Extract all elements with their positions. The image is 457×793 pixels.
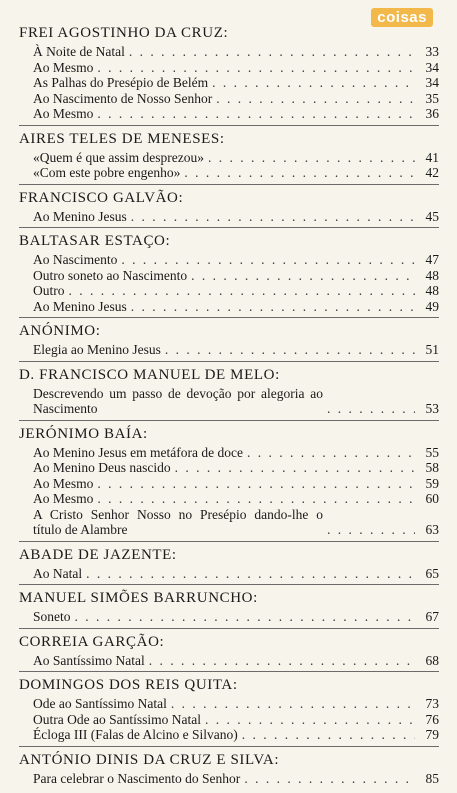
entry-title: Ao Nascimento de Nosso Senhor — [33, 90, 213, 106]
dot-leader — [216, 91, 415, 107]
dot-leader — [171, 696, 415, 712]
toc-section — [19, 546, 439, 586]
entry-title: As Palhas do Presépio de Belém — [33, 75, 209, 90]
page-number: 53 — [425, 401, 439, 416]
entry-title: Para celebrar o Nascimento do Senhor — [33, 770, 241, 786]
dot-leader — [212, 75, 415, 91]
toc-section — [19, 633, 439, 673]
dot-leader — [131, 299, 415, 315]
author-heading: DOMINGOS DOS REIS QUITA: — [19, 677, 238, 693]
entry-title: Ao Natal — [33, 565, 83, 581]
author-heading: FREI AGOSTINHO DA CRUZ: — [19, 25, 229, 41]
page-number: 48 — [425, 267, 439, 283]
page-number: 34 — [425, 75, 439, 90]
dot-leader — [131, 209, 415, 225]
page-number: 60 — [425, 491, 439, 506]
toc-entry — [19, 44, 439, 60]
entry-title: Écloga III (Falas de Alcino e Silvano) — [33, 727, 238, 742]
dot-leader — [75, 609, 415, 625]
toc-entry — [19, 727, 439, 743]
page-number: 35 — [425, 90, 439, 106]
toc-entry — [19, 106, 439, 122]
page-number: 41 — [425, 149, 439, 165]
entry-title: À Noite de Natal — [33, 44, 125, 59]
page-number: 49 — [425, 298, 439, 314]
toc-entry — [19, 150, 439, 166]
author-heading: ANÓNIMO: — [19, 323, 101, 339]
dot-leader — [208, 150, 415, 166]
dot-leader — [191, 268, 415, 284]
author-heading: FRANCISCO GALVÃO: — [19, 189, 184, 206]
entry-title: Ao Mesmo — [33, 491, 94, 506]
dot-leader — [247, 445, 415, 461]
page-number: 42 — [425, 165, 439, 180]
entry-title: A Cristo Senhor Nosso no Presépio dando-lhe o título de Alambre — [33, 506, 323, 537]
toc-entry — [19, 696, 439, 712]
toc-section — [19, 232, 439, 318]
toc-entry — [19, 252, 439, 268]
toc-entry — [19, 609, 439, 625]
toc-entry — [19, 268, 439, 284]
page-number: 36 — [425, 106, 439, 121]
toc-section — [19, 24, 439, 126]
entry-title: Ao Menino Deus nascido — [33, 460, 171, 475]
entry-title: Descrevendo um passo de devoção por alegoria ao Nascimento — [33, 385, 323, 416]
toc-section — [19, 189, 439, 229]
entry-title: Ao Menino Jesus em metáfora de doce — [33, 444, 243, 460]
toc-section — [19, 425, 439, 542]
entry-title: «Quem é que assim desprezou» — [33, 149, 204, 165]
author-heading: D. FRANCISCO MANUEL DE MELO: — [19, 366, 280, 383]
page-number: 76 — [425, 711, 439, 727]
toc-entry — [19, 445, 439, 461]
dot-leader — [205, 712, 415, 728]
entry-title: Ao Nascimento — [33, 252, 118, 267]
toc-entry — [19, 460, 439, 476]
page-number: 67 — [425, 609, 439, 624]
page-number: 45 — [425, 208, 439, 224]
entry-title: Ao Mesmo — [33, 106, 94, 121]
entry-title: Ao Mesmo — [33, 59, 94, 75]
entry-title: Outro soneto ao Nascimento — [33, 267, 188, 283]
toc-entry — [19, 712, 439, 728]
table-of-contents — [19, 22, 439, 793]
toc-entry — [19, 283, 439, 299]
entry-title: Soneto — [33, 609, 71, 624]
entry-title: Elegia ao Menino Jesus — [33, 342, 161, 357]
dot-leader — [242, 727, 415, 743]
page-number: 63 — [425, 522, 439, 537]
entry-title: Ode ao Santíssimo Natal — [33, 696, 167, 711]
page-number: 48 — [425, 283, 439, 298]
author-heading: MANUEL SIMÕES BARRUNCHO: — [19, 590, 258, 606]
dot-leader — [327, 522, 415, 538]
page-number: 34 — [425, 59, 439, 75]
dot-leader — [97, 476, 415, 492]
author-heading: JERÓNIMO BAÍA: — [19, 425, 148, 442]
page-number: 58 — [425, 460, 439, 475]
page-number: 79 — [425, 727, 439, 742]
page-number: 68 — [425, 652, 439, 668]
toc-entry — [19, 771, 439, 787]
toc-entry — [19, 60, 439, 76]
entry-title: Outro — [33, 283, 65, 298]
dot-leader — [149, 653, 415, 669]
author-heading: ANTÓNIO DINIS DA CRUZ E SILVA: — [19, 751, 280, 768]
entry-title: Outra Ode ao Santíssimo Natal — [33, 711, 201, 727]
author-heading: CORREIA GARÇÃO: — [19, 633, 165, 650]
dot-leader — [175, 460, 415, 476]
author-heading: BALTASAR ESTAÇO: — [19, 233, 171, 249]
dot-leader — [69, 283, 416, 299]
toc-section — [19, 676, 439, 747]
toc-section — [19, 589, 439, 629]
page-number: 51 — [425, 342, 439, 357]
toc-section — [19, 366, 439, 421]
page-number: 33 — [425, 44, 439, 59]
entry-title: Ao Santíssimo Natal — [33, 652, 145, 668]
toc-entry — [19, 476, 439, 492]
dot-leader — [184, 165, 415, 181]
dot-leader — [97, 60, 415, 76]
page-number: 65 — [425, 565, 439, 581]
dot-leader — [244, 771, 415, 787]
toc-section — [19, 130, 439, 185]
dot-leader — [97, 106, 415, 122]
toc-entry — [19, 566, 439, 582]
entry-title: Ao Menino Jesus — [33, 208, 127, 224]
author-heading: ABADE DE JAZENTE: — [19, 546, 177, 563]
dot-leader — [165, 342, 415, 358]
page-number: 85 — [425, 770, 439, 786]
page-number: 47 — [425, 252, 439, 267]
dot-leader — [327, 401, 415, 417]
toc-entry — [19, 491, 439, 507]
author-heading: AIRES TELES DE MENESES: — [19, 130, 225, 147]
toc-entry — [19, 653, 439, 669]
toc-section — [19, 751, 439, 790]
toc-entry — [19, 507, 439, 538]
page-number: 59 — [425, 475, 439, 491]
toc-entry — [19, 209, 439, 225]
entry-title: «Com este pobre engenho» — [33, 165, 181, 180]
toc-entry — [19, 91, 439, 107]
dot-leader — [97, 491, 415, 507]
toc-section — [19, 322, 439, 362]
page-number: 55 — [425, 444, 439, 460]
dot-leader — [86, 566, 415, 582]
dot-leader — [129, 44, 415, 60]
toc-entry — [19, 386, 439, 417]
watermark-logo: coisas — [371, 8, 433, 27]
dot-leader — [121, 252, 415, 268]
entry-title: Ao Menino Jesus — [33, 298, 127, 314]
entry-title: Ao Mesmo — [33, 475, 94, 491]
toc-entry — [19, 299, 439, 315]
toc-entry — [19, 75, 439, 91]
toc-entry — [19, 165, 439, 181]
page-number: 73 — [425, 696, 439, 711]
toc-entry — [19, 342, 439, 358]
